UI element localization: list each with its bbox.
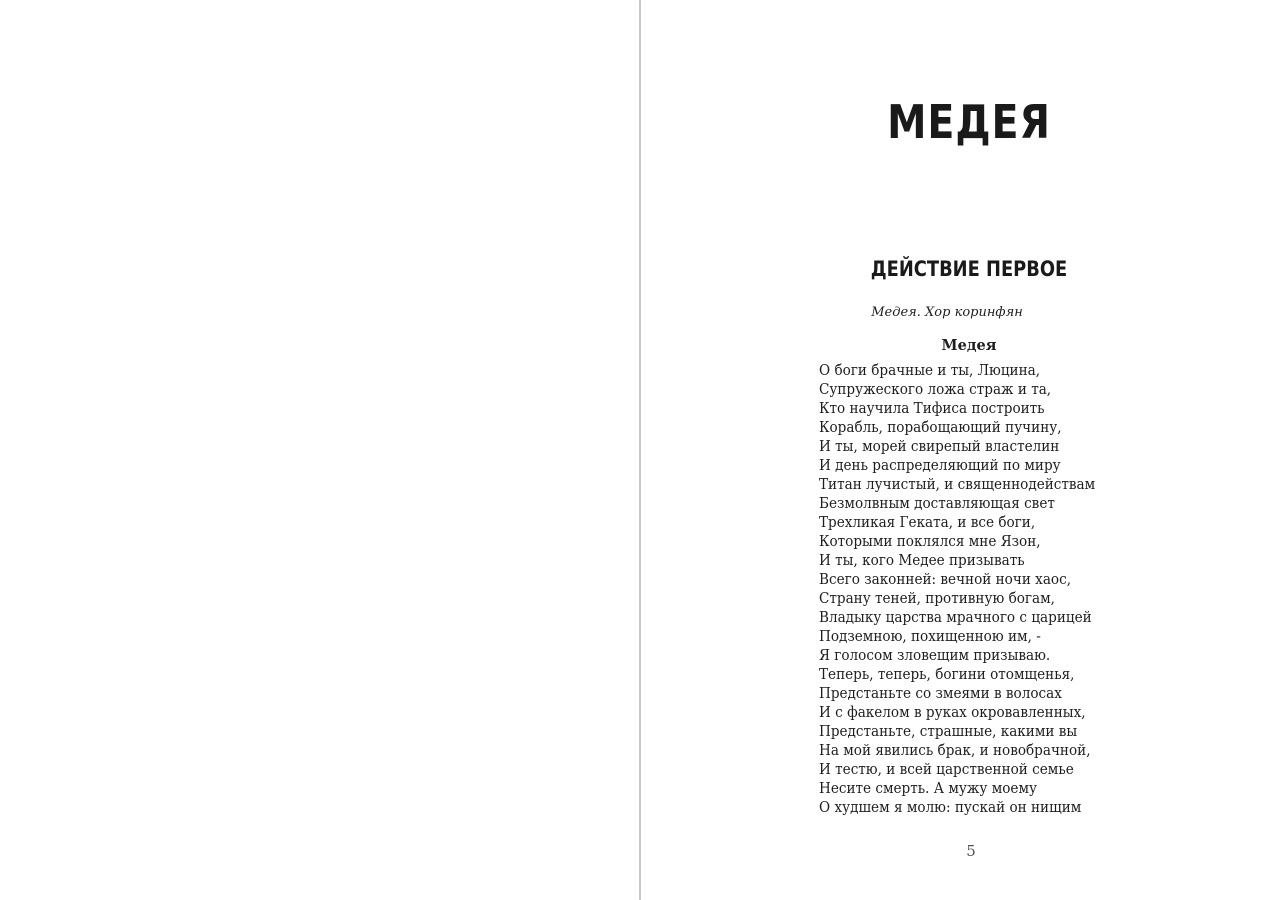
verse-line: И ты, морей свирепый властелин bbox=[819, 438, 1060, 455]
right-page bbox=[641, 0, 1282, 900]
verse-line: Кто научила Тифиса построить bbox=[819, 400, 1045, 417]
verse-line: И ты, кого Медее призывать bbox=[819, 552, 1025, 569]
verse-line: Корабль, порабощающий пучину, bbox=[819, 419, 1062, 436]
verse-line: О боги брачные и ты, Люцина, bbox=[819, 362, 1041, 379]
verse-line: Теперь, теперь, богини отомщенья, bbox=[819, 666, 1075, 683]
page-number: 5 bbox=[966, 842, 976, 860]
left-page-blank bbox=[0, 0, 639, 900]
verse-line: Которыми поклялся мне Язон, bbox=[819, 533, 1041, 550]
verse-line: О худшем я молю: пускай он нищим bbox=[819, 799, 1082, 816]
act-title: ДЕЙСТВИЕ ПЕРВОЕ bbox=[870, 257, 1068, 281]
verse-line: Титан лучистый, и священнодействам bbox=[819, 476, 1096, 493]
verse-line: И с факелом в руках окровавленных, bbox=[819, 704, 1086, 721]
verse-line: Подземною, похищенною им, - bbox=[819, 628, 1041, 645]
play-title: МЕДЕЯ bbox=[887, 95, 1051, 150]
verse-line: Трехликая Геката, и все боги, bbox=[819, 514, 1036, 531]
verse-line: Безмолвным доставляющая свет bbox=[819, 495, 1055, 512]
speaker-name: Медея bbox=[941, 337, 997, 354]
verse-line: На мой явились брак, и новобрачной, bbox=[819, 742, 1091, 759]
verse-line: Предстаньте, страшные, какими вы bbox=[819, 723, 1078, 740]
verse-text bbox=[819, 361, 1279, 817]
verse-line: Супружеского ложа страж и та, bbox=[819, 381, 1052, 398]
verse-line: Несите смерть. А мужу моему bbox=[819, 780, 1037, 797]
verse-line: Всего законней: вечной ночи хаос, bbox=[819, 571, 1072, 588]
verse-line: Владыку царства мрачного с царицей bbox=[819, 609, 1092, 626]
verse-line: Предстаньте со змеями в волосах bbox=[819, 685, 1062, 702]
verse-line: Страну теней, противную богам, bbox=[819, 590, 1056, 607]
verse-line: И день распределяющий по миру bbox=[819, 457, 1061, 474]
verse-line: И тестю, и всей царственной семье bbox=[819, 761, 1074, 778]
characters-line: Медея. Хор коринфян bbox=[871, 305, 1023, 320]
verse-line: Я голосом зловещим призываю. bbox=[819, 647, 1051, 664]
